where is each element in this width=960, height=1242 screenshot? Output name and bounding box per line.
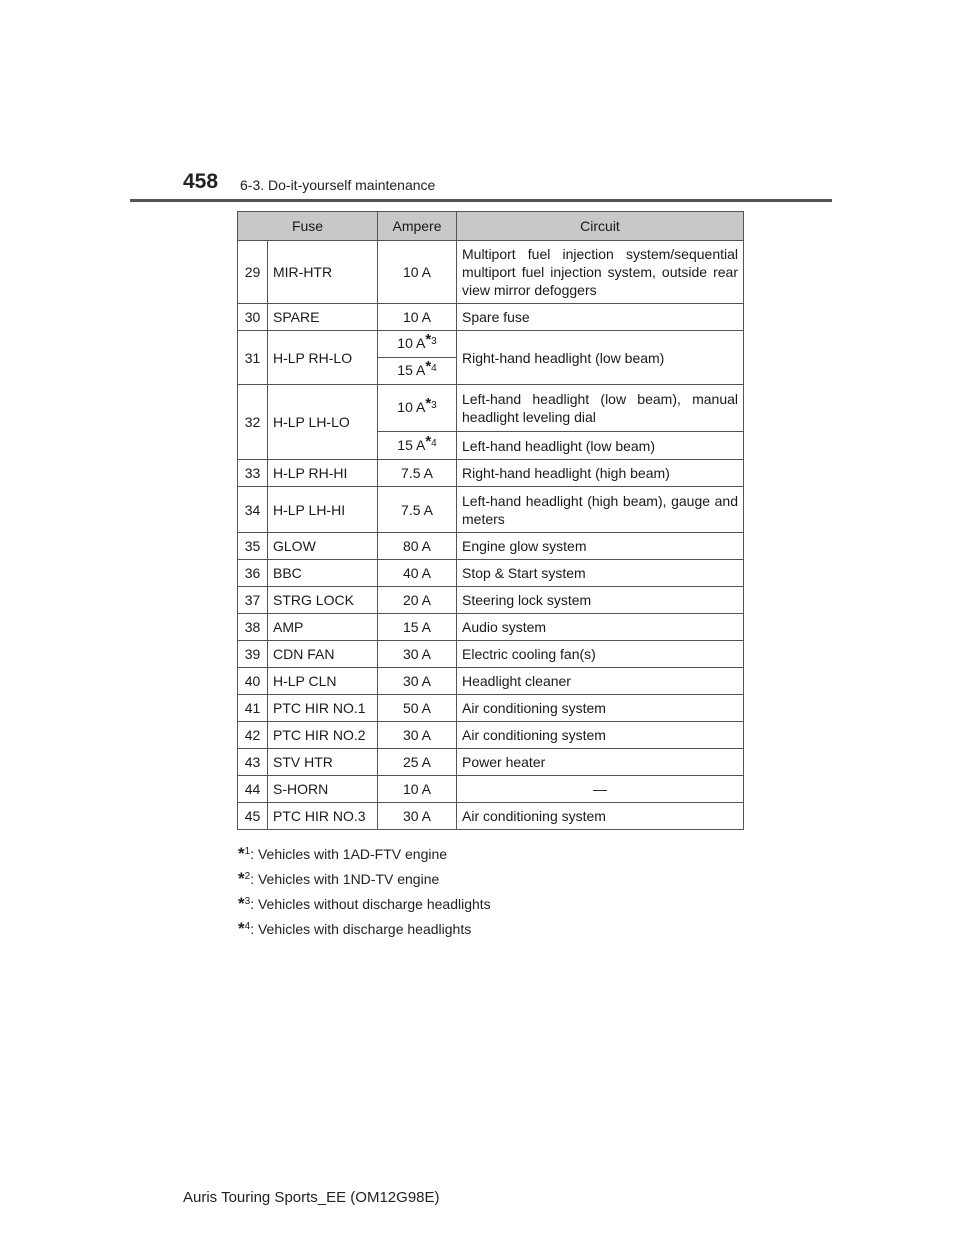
fuse-ampere: 30 A	[378, 641, 457, 668]
fuse-number: 40	[238, 668, 268, 695]
fuse-name: PTC HIR NO.1	[268, 695, 378, 722]
fuse-name: BBC	[268, 560, 378, 587]
fuse-circuit: Electric cooling fan(s)	[457, 641, 744, 668]
fuse-circuit: Left-hand headlight (high beam), gauge and meters	[457, 487, 744, 533]
fuse-ampere: 10 $A^{*3}$	[378, 385, 457, 432]
fuse-table	[237, 211, 744, 830]
fuse-number: 42	[238, 722, 268, 749]
fuse-number: 30	[238, 304, 268, 331]
fuse-ampere: 50 A	[378, 695, 457, 722]
fuse-name: AMP	[268, 614, 378, 641]
table-row	[238, 722, 744, 749]
table-row	[238, 641, 744, 668]
table-row	[238, 776, 744, 803]
fuse-number: 34	[238, 487, 268, 533]
fuse-name: S-HORN	[268, 776, 378, 803]
fuse-circuit: Audio system	[457, 614, 744, 641]
fuse-ampere: 10 A	[378, 241, 457, 304]
footer-manual-title: Auris Touring Sports_EE (OM12G98E)	[183, 1189, 440, 1206]
fuse-ampere: 40 A	[378, 560, 457, 587]
column-header-circuit: Circuit	[457, 212, 744, 241]
fuse-name: H-LP CLN	[268, 668, 378, 695]
fuse-circuit: Right-hand headlight (high beam)	[457, 460, 744, 487]
fuse-ampere: 80 A	[378, 533, 457, 560]
fuse-number: 31	[238, 331, 268, 385]
fuse-name: H-LP RH-HI	[268, 460, 378, 487]
fuse-number: 36	[238, 560, 268, 587]
fuse-circuit: Stop & Start system	[457, 560, 744, 587]
fuse-name: STV HTR	[268, 749, 378, 776]
fuse-name: GLOW	[268, 533, 378, 560]
fuse-number: 39	[238, 641, 268, 668]
fuse-ampere: 25 A	[378, 749, 457, 776]
table-row	[238, 241, 744, 304]
fuse-number: 37	[238, 587, 268, 614]
table-row	[238, 749, 744, 776]
footnote: *$^2$: Vehicles with 1ND-TV engine	[238, 869, 440, 888]
fuse-ampere: 30 A	[378, 803, 457, 830]
fuse-ampere: 30 A	[378, 722, 457, 749]
fuse-circuit: Steering lock system	[457, 587, 744, 614]
fuse-name: H-LP LH-HI	[268, 487, 378, 533]
fuse-number: 29	[238, 241, 268, 304]
fuse-name: H-LP RH-LO	[268, 331, 378, 385]
fuse-circuit: Left-hand headlight (low beam), manual headlight leveling dial	[457, 385, 744, 432]
column-header-fuse: Fuse	[238, 212, 378, 241]
fuse-number: 32	[238, 385, 268, 460]
footnotes	[238, 843, 491, 943]
fuse-number: 33	[238, 460, 268, 487]
table-row	[238, 460, 744, 487]
fuse-ampere: 15 $A^{*4}$	[378, 432, 457, 460]
fuse-name: SPARE	[268, 304, 378, 331]
table-row	[238, 695, 744, 722]
fuse-circuit: Power heater	[457, 749, 744, 776]
fuse-circuit: Multiport fuel injection system/sequential multiport fuel injection system, outside rear view mirror defoggers	[457, 241, 744, 304]
fuse-name: H-LP LH-LO	[268, 385, 378, 460]
table-row	[238, 587, 744, 614]
fuse-circuit: Air conditioning system	[457, 803, 744, 830]
fuse-ampere: 30 A	[378, 668, 457, 695]
fuse-ampere: 15 $A^{*4}$	[378, 358, 457, 385]
fuse-number: 43	[238, 749, 268, 776]
table-row	[238, 560, 744, 587]
table-row	[238, 668, 744, 695]
fuse-circuit: Engine glow system	[457, 533, 744, 560]
fuse-circuit: Air conditioning system	[457, 722, 744, 749]
fuse-name: PTC HIR NO.2	[268, 722, 378, 749]
table-row	[238, 331, 744, 358]
table-row	[238, 304, 744, 331]
header-rule	[130, 199, 832, 202]
fuse-circuit: Right-hand headlight (low beam)	[457, 331, 744, 385]
fuse-number: 44	[238, 776, 268, 803]
fuse-ampere: 20 A	[378, 587, 457, 614]
fuse-number: 38	[238, 614, 268, 641]
fuse-ampere: 7.5 A	[378, 487, 457, 533]
table-row	[238, 533, 744, 560]
fuse-ampere: 10 A	[378, 304, 457, 331]
fuse-name: PTC HIR NO.3	[268, 803, 378, 830]
footnote: *$^4$: Vehicles with discharge headlights	[238, 919, 472, 938]
fuse-number: 45	[238, 803, 268, 830]
fuse-circuit: Spare fuse	[457, 304, 744, 331]
fuse-circuit: Left-hand headlight (low beam)	[457, 432, 744, 460]
table-row	[238, 487, 744, 533]
fuse-name: CDN FAN	[268, 641, 378, 668]
fuse-ampere: 10 $A^{*3}$	[378, 331, 457, 358]
page-number: 458	[183, 170, 219, 193]
table-row	[238, 803, 744, 830]
fuse-ampere: 15 A	[378, 614, 457, 641]
table-row	[238, 614, 744, 641]
footnote: *$^3$: Vehicles without discharge headlights	[238, 894, 491, 913]
fuse-circuit: Headlight cleaner	[457, 668, 744, 695]
fuse-ampere: 10 A	[378, 776, 457, 803]
table-row	[238, 385, 744, 432]
section-title: 6-3. Do-it-yourself maintenance	[240, 177, 436, 193]
table-header-row	[238, 212, 744, 241]
fuse-name: STRG LOCK	[268, 587, 378, 614]
footnote: *$^1$: Vehicles with 1AD-FTV engine	[238, 844, 448, 863]
fuse-name: MIR-HTR	[268, 241, 378, 304]
column-header-ampere: Ampere	[378, 212, 457, 241]
fuse-number: 35	[238, 533, 268, 560]
fuse-ampere: 7.5 A	[378, 460, 457, 487]
fuse-circuit: —	[457, 776, 744, 803]
fuse-circuit: Air conditioning system	[457, 695, 744, 722]
fuse-number: 41	[238, 695, 268, 722]
